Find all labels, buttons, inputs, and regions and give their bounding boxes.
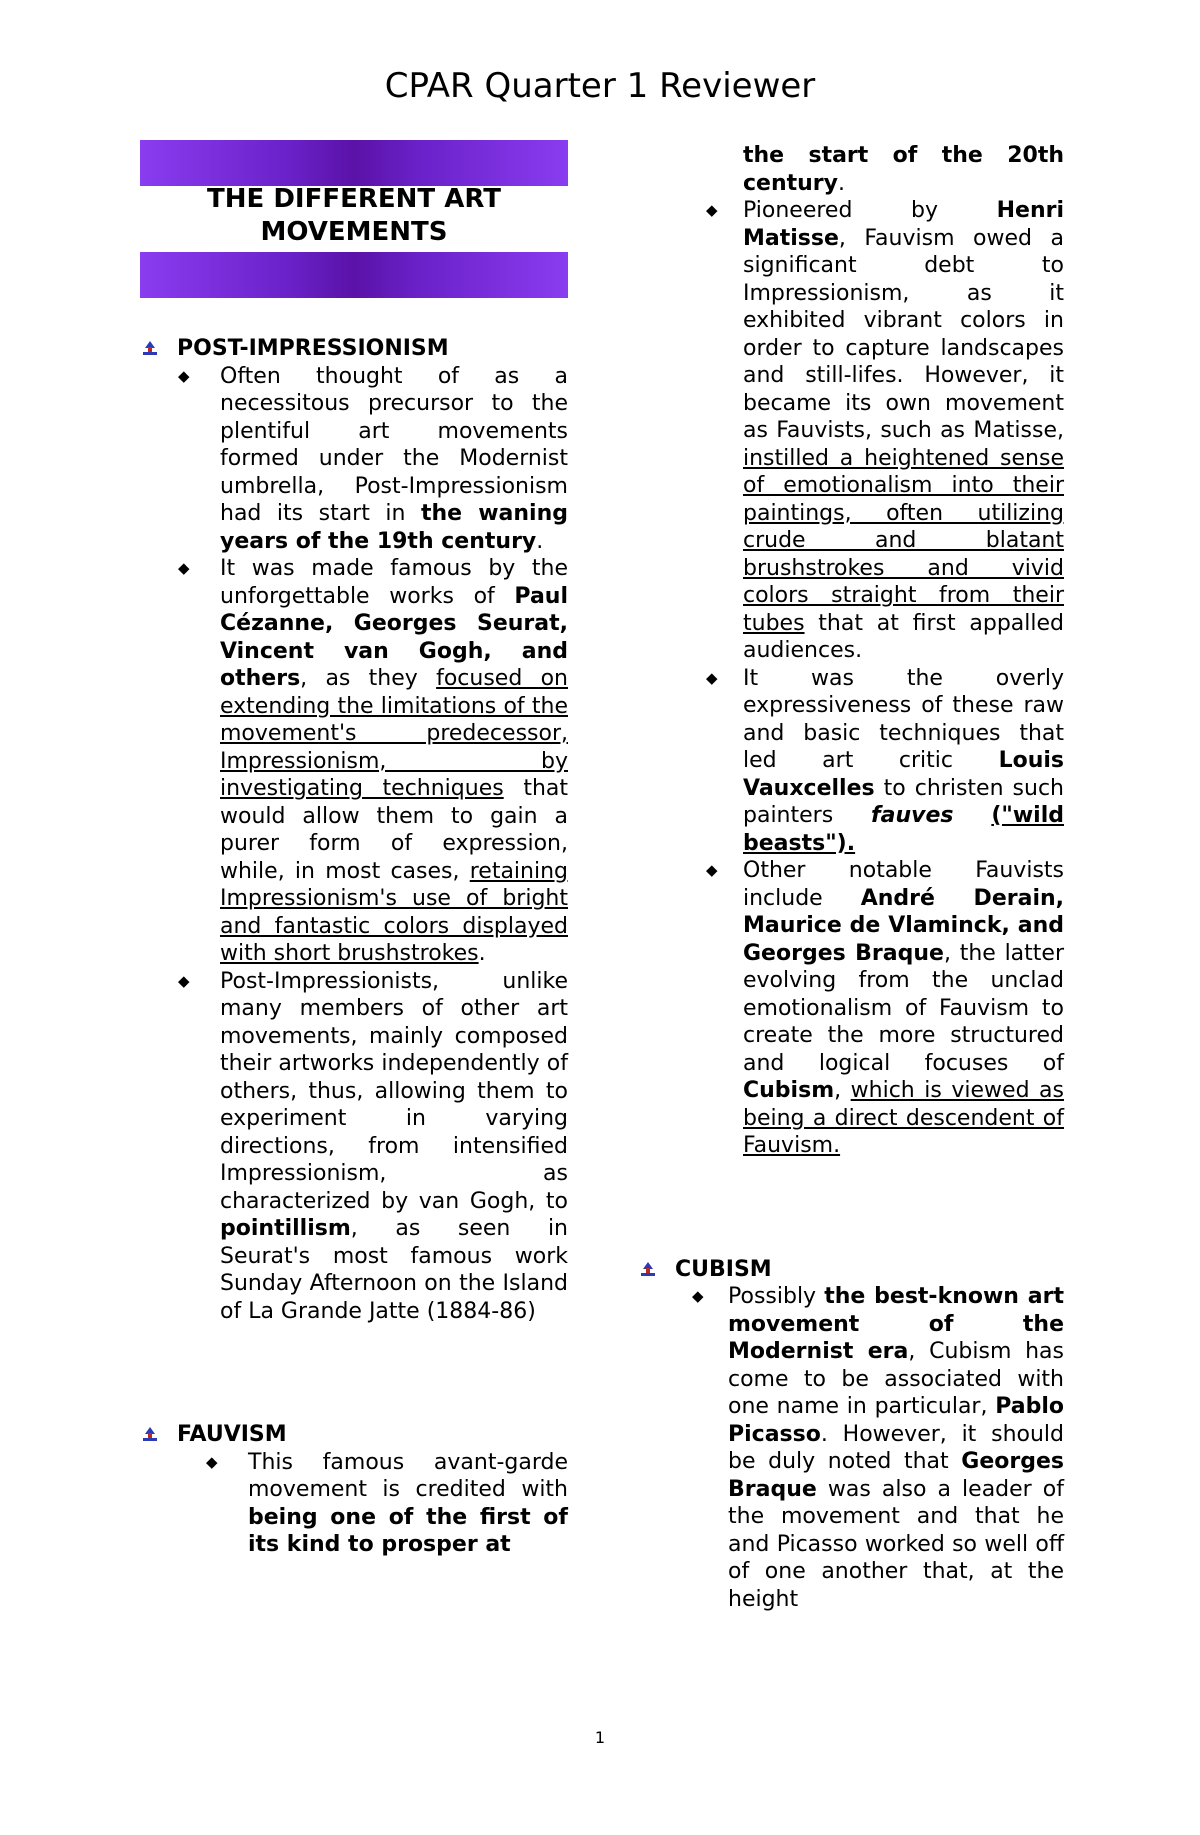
list-item: ◆ Possibly the best-known art movement of the Modernist era, Cubism has come to be associated with one name in particular, Pablo Picasso. However, it should be duly noted that Georges Braque was also a leader of the movement and that he and Picasso worked so well off of one another that, at the height (728, 1283, 1064, 1613)
cubism-section (638, 1256, 1064, 1614)
heading-line-2: MOVEMENTS (260, 217, 448, 247)
section-title: CUBISM (638, 1256, 1064, 1284)
bullet-list (140, 1449, 568, 1559)
section-title: POST-IMPRESSIONISM (140, 335, 568, 363)
arrow-bullet-icon (640, 1261, 656, 1277)
fauvism-section (140, 1421, 568, 1559)
bullet-list (638, 1283, 1064, 1613)
list-item: ◆ Post-Impressionists, unlike many members of other art movements, mainly composed their artworks independently of others, thus, allowing them to experiment in varying directions, from intensified Impressionism, as characterized by van Gogh, to pointillism, as seen in Seurat's most famous work Sunday Afternoon on the Island of La Grande Jatte (1884-86) (220, 968, 568, 1326)
list-item: ◆ Often thought of as a necessitous precursor to the plentiful art movements formed under the Modernist umbrella, Post-Impressionism had its start in the waning years of the 19th century. (220, 363, 568, 556)
right-column (638, 142, 1064, 1613)
document-title: CPAR Quarter 1 Reviewer (384, 66, 816, 106)
section-heading (140, 183, 568, 249)
list-item: ◆ This famous avant-garde movement is credited with being one of the first of its kind to prosper at (248, 1449, 568, 1559)
list-item: ◆ It was the overly expressiveness of these raw and basic techniques that led art critic Louis Vauxcelles to christen such painters fauves ("wild beasts"). (743, 665, 1064, 858)
fauvism-continued-text: the start of the 20th century. (743, 143, 1064, 196)
left-column (140, 335, 568, 1559)
list-item: ◆ Other notable Fauvists include André Derain, Maurice de Vlaminck, and Georges Braque, the latter evolving from the unclad emotionalism of Fauvism to create the more structured and logical focuses of Cubism, which is viewed as being a direct descendent of Fauvism. (743, 857, 1064, 1160)
list-item: ◆ Pioneered by Henri Matisse, Fauvism owed a significant debt to Impressionism, as it exhibited vibrant colors in order to capture landscapes and still-lifes. However, it became its own movement as Fauvists, such as Matisse, instilled a heightened sense of emotionalism into their paintings, often utilizing crude and blatant brushstrokes and vivid colors straight from their tubes that at first appalled audiences. (743, 197, 1064, 665)
bullet-list (638, 197, 1064, 1160)
arrow-bullet-icon (142, 1426, 158, 1442)
post-impressionism-section (140, 335, 568, 1325)
bullet-list (140, 363, 568, 1326)
page-number: 1 (594, 1728, 606, 1747)
list-item: ◆ It was made famous by the unforgettable works of Paul Cézanne, Georges Seurat, Vincent van Gogh, and others, as they focused on extending the limitations of the movement's predecessor, Impressionism, by investigating techniques that would allow them to gain a purer form of expression, while, in most cases, retaining Impressionism's use of bright and fantastic colors displayed with short brushstrokes. (220, 555, 568, 968)
heading-line-1: THE DIFFERENT ART (207, 184, 501, 214)
section-title: FAUVISM (140, 1421, 568, 1449)
heading-banner-bottom (140, 252, 568, 298)
arrow-bullet-icon (142, 340, 158, 356)
heading-banner-top (140, 140, 568, 186)
